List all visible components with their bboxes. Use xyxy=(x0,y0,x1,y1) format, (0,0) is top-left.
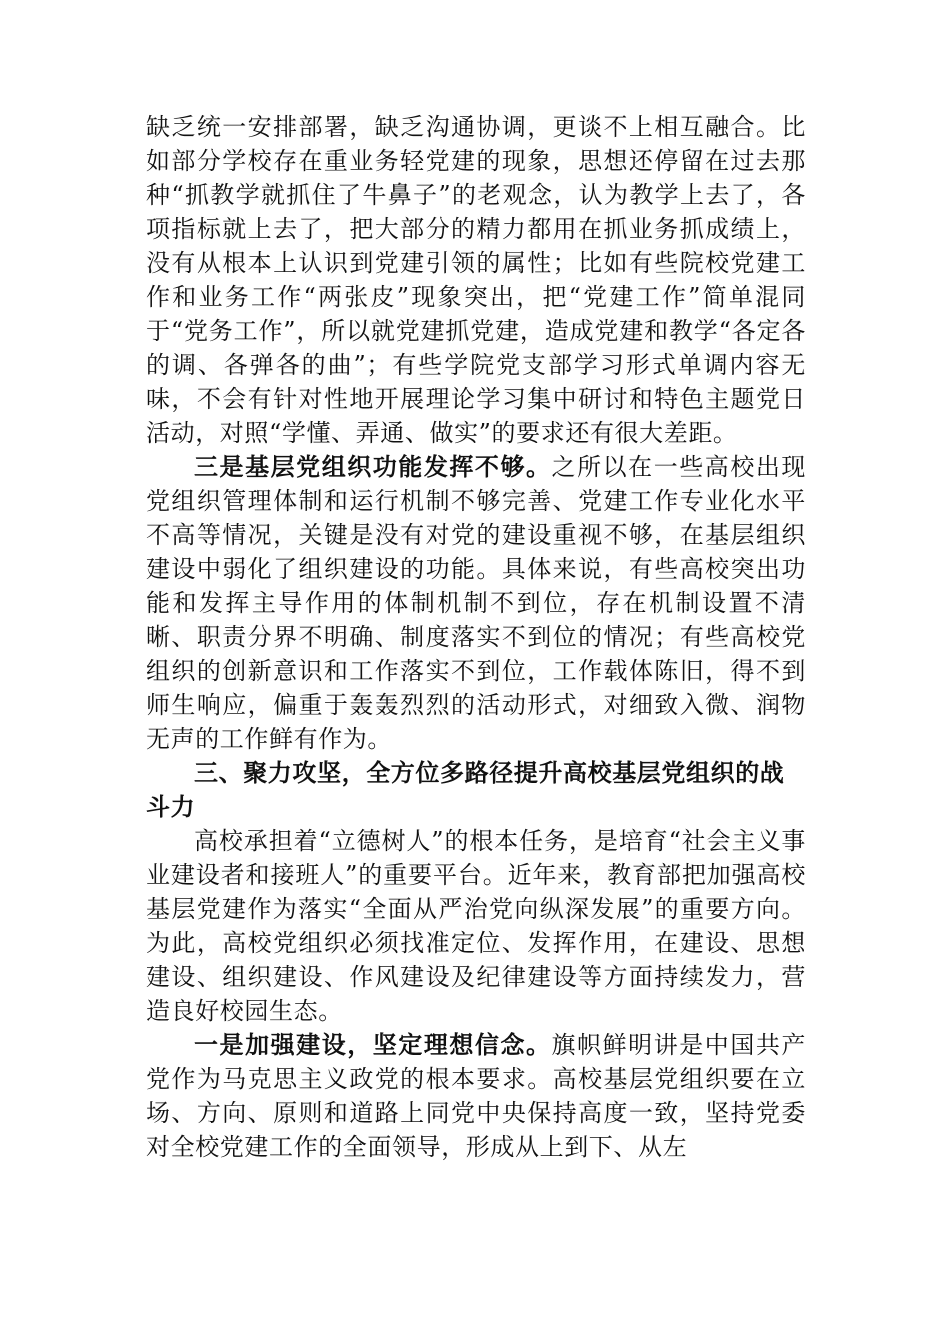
paragraph-lead-sentence: 一是加强建设，坚定理想信念。 xyxy=(194,1030,552,1059)
paragraph-continued: 缺乏统一安排部署，缺乏沟通协调，更谈不上相互融合。比如部分学校存在重业务轻党建的现象，思想还停留在过去那种“抓教学就抓住了牛鼻子”的老观念，认为教学上去了，各项指标就上去了，把大部分的精力都用在抓业务抓成绩上，没有从根本上认识到党建引领的属性；比如有些院校党建工作和业务工作“两张皮”现象突出，把“党建工作”简单混同于“党务工作”，所以就党建抓党建，造成党建和教学“各定各的调、各弹各的曲”；有些学院党支部学习形式单调内容无味，不会有针对性地开展理论学习集中研讨和特色主题党日活动，对照“学懂、弄通、做实”的要求还有很大差距。 xyxy=(146,113,806,447)
section-heading-three: 三、聚力攻坚，全方位多路径提升高校基层党组织的战斗力 xyxy=(146,759,785,821)
paragraph-body: 之所以在一些高校出现党组织管理体制和运行机制不够完善、党建工作专业化水平不高等情况，关键是没有对党的建设重视不够，在基层组织建设中弱化了组织建设的功能。具体来说，有些高校突出功能和发挥主导作用的体制机制不到位，存在机制设置不清晰、职责分界不明确、制度落实不到位的情况；有些高校党组织的创新意识和工作落实不到位，工作载体陈旧，得不到师生响应，偏重于轰轰烈烈的活动形式，对细致入微、润物无声的工作鲜有作为。 xyxy=(146,453,806,753)
paragraph-lead-sentence: 三是基层党组织功能发挥不够。 xyxy=(194,452,552,481)
paragraph-section-intro: 高校承担着“立德树人”的根本任务，是培育“社会主义事业建设者和接班人”的重要平台。近年来，教育部把加强高校基层党建作为落实“全面从严治党向纵深发展”的重要方向。为此，高校党组织必须找准定位、发挥作用，在建设、思想建设、组织建设、作风建设及纪律建设等方面持续发力，营造良好校园生态。 xyxy=(146,827,806,1025)
paragraph-point-three xyxy=(146,450,806,756)
document-page xyxy=(146,110,806,1164)
paragraph-point-one xyxy=(146,1028,806,1164)
paragraph-body: 旗帜鲜明讲是中国共产党作为马克思主义政党的根本要求。高校基层党组织要在立场、方向、原则和道路上同党中央保持高度一致，坚持党委对全校党建工作的全面领导，形成从上到下、从左 xyxy=(146,1031,806,1161)
